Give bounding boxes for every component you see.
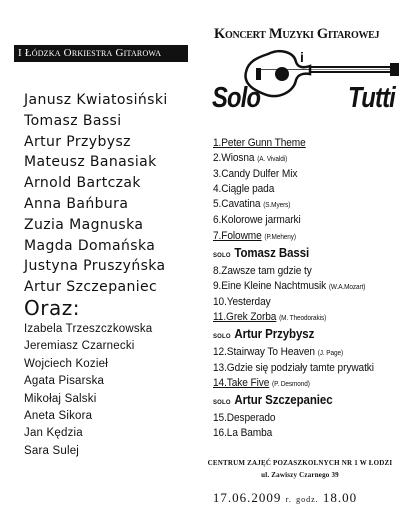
program-item: 7.Folowme (P.Meheny) [213, 229, 296, 242]
composer-credit: (A. Vivaldi) [257, 156, 288, 164]
concert-time: 18.00 [322, 490, 358, 505]
program-item: 11.Grek Zorba (M. Theodorakis) [213, 310, 327, 323]
program-item: 1.Peter Gunn Theme [213, 137, 306, 149]
member-name: Janusz Kwiatosiński [24, 92, 168, 108]
guest-name: Wojciech Kozieł [24, 357, 108, 370]
member-name: Zuzia Magnuska [24, 216, 144, 233]
also-heading: Oraz: [24, 296, 80, 320]
composer-credit: (P.Meheny) [264, 233, 296, 241]
composer-credit: (J. Page) [317, 350, 344, 358]
member-name: Arnold Bartczak [24, 175, 141, 192]
member-name: Artur Szczepaniec [24, 279, 158, 296]
guest-name: Aneta Sikora [24, 410, 93, 423]
program-item: 3.Candy Dulfer Mix [213, 168, 298, 181]
solo-word: Solo [212, 82, 261, 114]
program-item: 4.Ciągle pada [213, 183, 275, 196]
venue [200, 457, 400, 481]
concert-date: 17.06.2009 [212, 490, 282, 505]
orchestra-banner: I Łódzka Orkiestra Gitarowa [14, 45, 188, 62]
member-name: Mateusz Banasiak [24, 154, 157, 171]
program-item: 2.Wiosna (A. Vivaldi) [213, 152, 288, 165]
program-item: 8.Zawsze tam gdzie ty [213, 264, 312, 277]
guest-name: Mikołaj Salski [24, 392, 97, 405]
composer-credit: (S.Myers) [263, 202, 291, 210]
separator-i: i [300, 49, 304, 65]
time-label: godz. [296, 495, 319, 504]
solo-performer: SOLO Artur Szczepaniec [213, 393, 333, 408]
venue-name: CENTRUM ZAJĘĆ POZASZKOLNYCH NR 1 W ŁODZI [207, 459, 393, 467]
program-item: 6.Kolorowe jarmarki [213, 214, 301, 227]
program-item: 13.Gdzie się podziały tamte prywatki [213, 362, 374, 375]
concert-title: Koncert Muzyki Gitarowej [214, 26, 380, 42]
members-list [24, 90, 168, 298]
guest-name: Jeremiasz Czarnecki [24, 340, 135, 353]
date-time [170, 490, 400, 506]
solo-performer: SOLO Tomasz Bassi [213, 245, 310, 260]
program-item: 10.Yesterday [213, 295, 271, 308]
member-name: Artur Przybysz [24, 133, 131, 150]
program-item: 14.Take Five (P. Desmond) [213, 377, 310, 390]
composer-credit: (M. Theodorakis) [279, 314, 327, 322]
date-suffix: r. [285, 495, 292, 504]
program-item: 15.Desperado [213, 412, 276, 425]
composer-credit: (P. Desmond) [272, 381, 310, 389]
solo-tag: SOLO [213, 399, 231, 407]
member-name: Anna Bańbura [24, 195, 129, 212]
program-item: 16.La Bamba [213, 427, 273, 440]
composer-credit: (W.A.Mozart) [328, 283, 366, 291]
program-list [213, 136, 388, 442]
guest-name: Agata Pisarska [24, 375, 105, 388]
guest-name: Izabela Trzeszczkowska [24, 323, 153, 335]
venue-address: ul. Zawiszy Czarnego 39 [261, 471, 339, 479]
member-name: Tomasz Bassi [24, 112, 122, 129]
solo-performer: SOLO Artur Przybysz [213, 327, 315, 342]
solo-tag: SOLO [213, 333, 231, 341]
member-name: Magda Domańska [24, 237, 156, 254]
guest-name: Sara Sulej [24, 444, 80, 457]
program-item: 9.Eine Kleine Nachtmusik (W.A.Mozart) [213, 279, 366, 292]
solo-tag: SOLO [213, 251, 231, 259]
program-item: 5.Cavatina (S.Myers) [213, 198, 291, 211]
guests-list [24, 321, 152, 460]
member-name: Justyna Pruszyńska [24, 258, 166, 275]
program-item: 12.Stairway To Heaven (J. Page) [213, 346, 344, 359]
tutti-word: Tutti [348, 82, 395, 114]
guest-name: Jan Kędzia [24, 427, 83, 440]
